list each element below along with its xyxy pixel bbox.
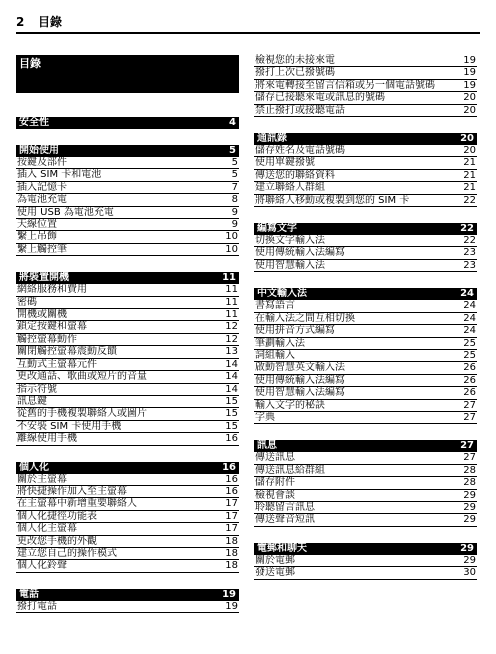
toc-entry[interactable] [16, 498, 239, 510]
toc-entry[interactable] [16, 244, 239, 256]
toc-entry-title: 插入記憶卡 [17, 181, 67, 193]
section-page: 19 [222, 588, 236, 600]
toc-entry-page: 5 [231, 157, 238, 168]
toc-entry-page: 16 [225, 433, 238, 445]
section-start[interactable] [16, 145, 239, 157]
toc-entry-title: 發送電郵 [255, 567, 295, 579]
toc-entry-page: 21 [463, 169, 476, 181]
toc-entry[interactable] [16, 169, 239, 181]
toc-entry-page: 21 [463, 182, 476, 194]
toc-entry-page: 11 [225, 296, 238, 308]
toc-right-column [254, 55, 477, 580]
toc-entry-page: 29 [463, 501, 476, 513]
section-contacts[interactable] [254, 133, 477, 145]
toc-list-messages [254, 452, 477, 526]
toc-entry-page: 14 [225, 383, 238, 395]
toc-entry-title: 關於主螢幕 [17, 473, 67, 485]
section-email[interactable] [254, 543, 477, 555]
toc-list-call [16, 601, 239, 613]
toc-entry-title: 將來電轉接至留言信箱或另一個電話號碼 [255, 79, 435, 91]
toc-entry-title: 更改您手機的外觀 [17, 535, 97, 547]
toc-entry-title: 觸控螢幕動作 [17, 333, 77, 345]
toc-entry[interactable] [254, 555, 477, 567]
toc-entry-page: 22 [463, 194, 476, 206]
toc-entry-title: 使用單鍵撥號 [255, 157, 315, 169]
toc-entry-title: 天線位置 [17, 219, 57, 231]
toc-entry-page: 9 [231, 219, 238, 231]
section-title: 安全性 [19, 117, 49, 128]
toc-entry-page: 20 [463, 145, 476, 157]
toc-entry[interactable] [254, 502, 477, 514]
toc-entry-title: 鎖定按鍵和螢幕 [17, 321, 87, 333]
toc-entry-page: 7 [231, 181, 238, 193]
toc-entry[interactable] [254, 514, 477, 526]
toc-list-email [254, 555, 477, 580]
toc-list-call-cont [254, 55, 477, 117]
toc-entry-title: 詞組輸入 [255, 349, 295, 361]
toc-entry-title: 輸入文字的秘訣 [255, 399, 325, 411]
toc-entry[interactable] [16, 421, 239, 433]
toc-entry-title: 建立您自己的操作模式 [17, 547, 117, 559]
toc-entry[interactable] [254, 325, 477, 337]
toc-entry[interactable] [16, 231, 239, 243]
toc-entry-title: 檢視會談 [255, 489, 295, 501]
toc-entry-page: 10 [225, 243, 238, 255]
toc-entry[interactable] [254, 412, 477, 424]
toc-entry-page: 19 [463, 67, 476, 79]
toc-entry-title: 關於電郵 [255, 554, 295, 566]
toc-entry[interactable] [254, 235, 477, 247]
toc-entry-page: 10 [225, 231, 238, 243]
toc-list-writing [254, 235, 477, 272]
section-writing[interactable] [254, 223, 477, 235]
section-page: 11 [222, 272, 236, 284]
toc-entry-title: 字典 [255, 411, 275, 423]
toc-entry[interactable] [16, 601, 239, 613]
toc-list-personal [16, 474, 239, 573]
toc-entry-page: 23 [463, 259, 476, 271]
toc-title-bar [16, 55, 239, 93]
section-title: 將裝置開機 [19, 272, 69, 284]
toc-entry[interactable] [254, 67, 477, 79]
toc-entry-title: 儲存附件 [255, 477, 295, 489]
toc-entry-title: 建立聯絡人群組 [255, 182, 325, 194]
toc-entry-title: 不安裝 SIM 卡使用手機 [17, 420, 122, 432]
toc-entry[interactable] [16, 297, 239, 309]
toc-entry-page: 20 [463, 92, 476, 104]
section-page: 4 [229, 117, 236, 128]
toc-entry[interactable] [16, 384, 239, 396]
toc-entry-title: 將快捷操作加入至主螢幕 [17, 485, 127, 497]
toc-entry[interactable] [16, 408, 239, 420]
toc-entry-title: 開機或關機 [17, 309, 67, 321]
toc-entry-title: 筆劃輸入法 [255, 337, 305, 349]
toc-entry-page: 28 [463, 464, 476, 476]
toc-entry[interactable] [16, 157, 239, 169]
toc-entry[interactable] [16, 284, 239, 296]
toc-entry[interactable] [254, 313, 477, 325]
toc-entry[interactable] [16, 182, 239, 194]
toc-entry[interactable] [254, 145, 477, 157]
page-header [16, 14, 480, 34]
toc-entry-page: 28 [463, 477, 476, 489]
toc-entry-page: 9 [231, 206, 238, 218]
toc-entry-title: 使用 USB 為電池充電 [17, 206, 114, 218]
toc-entry-title: 使用智慧輸入法編寫 [255, 387, 345, 399]
section-page: 24 [460, 288, 474, 300]
toc-entry-title: 使用傳統輸入法編寫 [255, 374, 345, 386]
toc-entry-page: 15 [225, 395, 238, 407]
section-title: 電郵和聊天 [257, 542, 307, 554]
toc-entry[interactable] [254, 80, 477, 92]
toc-entry[interactable] [254, 387, 477, 399]
toc-entry-title: 繫上觸控筆 [17, 243, 67, 255]
section-messages[interactable] [254, 440, 477, 452]
toc-entry-title: 更改通話、歌曲或短片的音量 [17, 371, 147, 383]
toc-entry[interactable] [254, 490, 477, 502]
toc-entry[interactable] [254, 260, 477, 272]
toc-entry[interactable] [254, 247, 477, 259]
toc-entry[interactable] [16, 396, 239, 408]
toc-entry-title: 傳送訊息給群組 [255, 464, 325, 476]
toc-entry[interactable] [254, 465, 477, 477]
toc-entry[interactable] [254, 105, 477, 117]
toc-entry[interactable] [16, 536, 239, 548]
toc-entry-page: 29 [463, 489, 476, 501]
toc-entry-page: 26 [463, 374, 476, 386]
toc-entry-page: 27 [463, 399, 476, 411]
toc-entry-page: 12 [225, 333, 238, 345]
toc-entry-title: 禁止撥打或接聽電話 [255, 104, 345, 116]
toc-entry[interactable] [16, 359, 239, 371]
toc-entry-page: 14 [225, 371, 238, 383]
toc-entry-title: 離線使用手機 [17, 433, 77, 445]
toc-left-column [16, 55, 239, 613]
toc-entry[interactable] [254, 362, 477, 374]
toc-entry-page: 17 [225, 498, 238, 510]
toc-entry[interactable] [16, 309, 239, 321]
toc-entry-title: 為電池充電 [17, 194, 67, 206]
toc-entry[interactable] [16, 207, 239, 219]
toc-title: 目錄 [19, 57, 41, 70]
toc-entry-title: 密碼 [17, 296, 37, 308]
toc-entry[interactable] [254, 567, 477, 579]
toc-entry-title: 書寫語言 [255, 300, 295, 312]
toc-entry-title: 訊息鍵 [17, 395, 47, 407]
toc-entry-title: 互動式主螢幕元件 [17, 358, 97, 370]
toc-entry-page: 8 [231, 194, 238, 206]
toc-entry-page: 25 [463, 337, 476, 349]
toc-entry-page: 29 [463, 514, 476, 526]
toc-entry[interactable] [254, 338, 477, 350]
toc-entry-page: 24 [463, 300, 476, 312]
toc-entry[interactable] [254, 452, 477, 464]
toc-entry-page: 18 [225, 560, 238, 572]
toc-entry-page: 24 [463, 325, 476, 337]
toc-entry-page: 17 [225, 510, 238, 522]
toc-entry-page: 5 [231, 169, 238, 181]
toc-list-power [16, 284, 239, 445]
toc-entry-title: 撥打電話 [17, 600, 57, 612]
section-title: 開始使用 [19, 145, 59, 156]
toc-entry[interactable] [16, 321, 239, 333]
toc-entry-title: 撥打上次已撥號碼 [255, 67, 335, 79]
toc-entry-page: 26 [463, 362, 476, 374]
toc-entry[interactable] [254, 400, 477, 412]
toc-entry-title: 使用傳統輸入法編寫 [255, 247, 345, 259]
toc-entry-page: 14 [225, 358, 238, 370]
toc-entry[interactable] [254, 350, 477, 362]
toc-entry[interactable] [16, 474, 239, 486]
toc-entry[interactable] [16, 560, 239, 572]
toc-entry-page: 24 [463, 312, 476, 324]
page-number: 2 [16, 15, 25, 29]
toc-entry-title: 使用拼音方式編寫 [255, 325, 335, 337]
toc-entry[interactable] [16, 523, 239, 535]
toc-entry-title: 聆聽留言訊息 [255, 501, 315, 513]
toc-entry-page: 16 [225, 473, 238, 485]
toc-entry-title: 從舊的手機複製聯絡人或圖片 [17, 408, 147, 420]
toc-entry-page: 15 [225, 420, 238, 432]
toc-entry[interactable] [254, 477, 477, 489]
toc-entry-page: 11 [225, 309, 238, 321]
toc-entry-page: 18 [225, 535, 238, 547]
toc-entry-title: 關閉觸控螢幕震動反饋 [17, 346, 117, 358]
toc-entry[interactable] [254, 157, 477, 169]
toc-entry[interactable] [16, 334, 239, 346]
toc-entry-title: 檢視您的未接來電 [255, 55, 335, 66]
toc-entry-page: 12 [225, 321, 238, 333]
section-call[interactable] [16, 589, 239, 601]
section-page: 29 [460, 542, 474, 554]
toc-entry-page: 30 [463, 567, 476, 579]
section-page: 27 [460, 440, 474, 452]
toc-list-start [16, 157, 239, 256]
section-title: 個人化 [19, 461, 49, 473]
section-safety[interactable] [16, 117, 239, 129]
toc-entry[interactable] [16, 486, 239, 498]
section-title: 電話 [19, 588, 39, 600]
toc-entry[interactable] [16, 511, 239, 523]
toc-entry-title: 在主螢幕中新增重要聯絡人 [17, 498, 137, 510]
toc-entry-page: 21 [463, 157, 476, 169]
toc-entry[interactable] [254, 170, 477, 182]
toc-entry-page: 17 [225, 523, 238, 535]
toc-entry-page: 18 [225, 547, 238, 559]
toc-entry-title: 儲存已接聽來電或訊息的號碼 [255, 92, 385, 104]
toc-entry-title: 使用智慧輸入法 [255, 259, 325, 271]
toc-entry-title: 個人化鈴聲 [17, 560, 67, 572]
toc-entry-page: 26 [463, 387, 476, 399]
section-title: 訊息 [257, 440, 277, 452]
section-power[interactable] [16, 272, 239, 284]
toc-entry-title: 插入 SIM 卡和電池 [17, 169, 102, 181]
toc-entry-page: 29 [463, 554, 476, 566]
toc-entry-page: 22 [463, 235, 476, 247]
header-title: 目錄 [38, 15, 63, 29]
toc-entry-page: 19 [463, 55, 476, 66]
toc-entry-page: 19 [463, 79, 476, 91]
section-page: 5 [229, 145, 236, 156]
section-title: 中文輸入法 [257, 288, 307, 300]
toc-entry-page: 15 [225, 408, 238, 420]
toc-entry-page: 16 [225, 485, 238, 497]
toc-entry[interactable] [254, 195, 477, 207]
toc-entry[interactable] [16, 433, 239, 445]
toc-entry-title: 傳送訊息 [255, 452, 295, 464]
section-page: 20 [460, 133, 474, 145]
toc-entry-title: 個人化主螢幕 [17, 523, 77, 535]
toc-entry[interactable] [16, 346, 239, 358]
toc-entry-page: 20 [463, 104, 476, 116]
toc-entry-title: 按鍵及部件 [17, 157, 67, 168]
toc-entry-page: 13 [225, 346, 238, 358]
toc-entry[interactable] [254, 55, 477, 67]
toc-entry[interactable] [254, 92, 477, 104]
toc-entry-title: 傳送聲音短訊 [255, 514, 315, 526]
toc-entry-page: 27 [463, 411, 476, 423]
section-chinese-input[interactable] [254, 288, 477, 300]
toc-entry-page: 23 [463, 247, 476, 259]
toc-entry[interactable] [16, 219, 239, 231]
toc-entry-title: 繫上吊飾 [17, 231, 57, 243]
toc-entry-title: 儲存姓名及電話號碼 [255, 145, 345, 157]
toc-entry[interactable] [254, 375, 477, 387]
toc-entry-title: 在輸入法之間互相切換 [255, 312, 355, 324]
toc-entry-title: 將聯絡人移動或複製到您的 SIM 卡 [255, 194, 410, 206]
toc-entry-title: 啟動智慧英文輸入法 [255, 362, 345, 374]
toc-entry[interactable] [16, 194, 239, 206]
toc-list-chinese [254, 300, 477, 424]
toc-entry-title: 網絡服務和費用 [17, 284, 87, 296]
toc-list-contacts [254, 145, 477, 207]
section-page: 16 [222, 461, 236, 473]
section-title: 編寫文字 [257, 223, 297, 235]
toc-entry-title: 指示符號 [17, 383, 57, 395]
section-personal[interactable] [16, 462, 239, 474]
toc-entry[interactable] [254, 300, 477, 312]
toc-entry-title: 切換文字輸入法 [255, 235, 325, 247]
toc-entry-page: 25 [463, 349, 476, 361]
toc-entry-title: 個人化捷徑功能表 [17, 510, 97, 522]
toc-entry-title: 傳送您的聯絡資料 [255, 169, 335, 181]
toc-entry-page: 27 [463, 452, 476, 464]
section-page: 22 [460, 223, 474, 235]
toc-entry[interactable] [16, 371, 239, 383]
toc-entry[interactable] [254, 182, 477, 194]
toc-entry[interactable] [16, 548, 239, 560]
toc-entry-page: 19 [225, 600, 238, 612]
toc-entry-page: 11 [225, 284, 238, 296]
section-title: 通訊錄 [257, 133, 287, 145]
